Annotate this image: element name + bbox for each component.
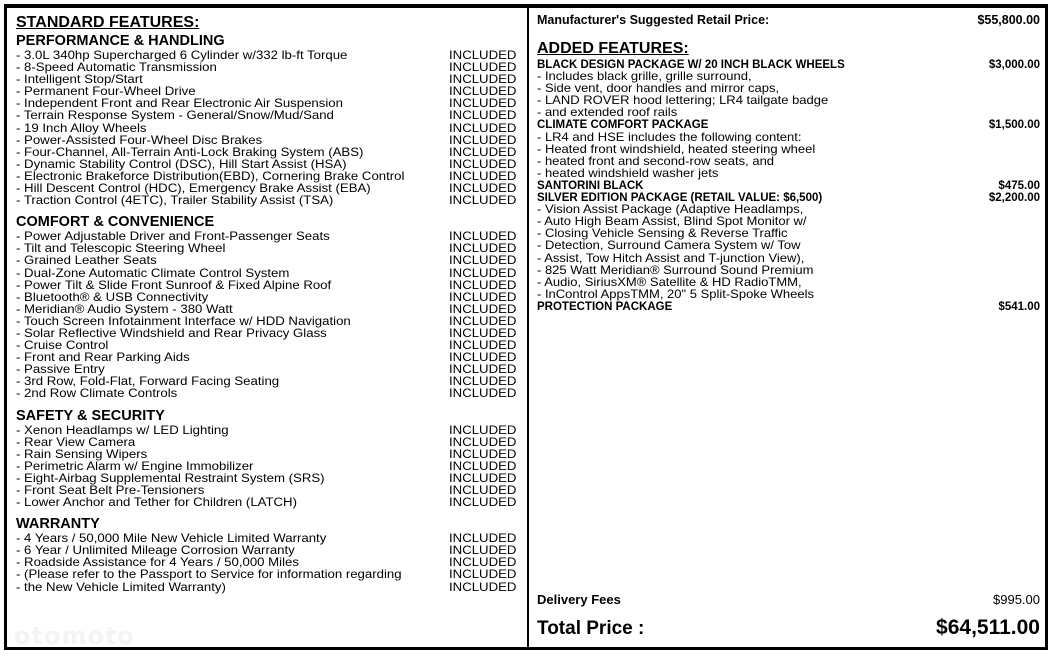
feature-text: - Meridian® Audio System - 380 Watt [16,301,233,316]
package-name: PROTECTION PACKAGE [537,300,673,313]
feature-text: - 19 Inch Alloy Wheels [16,120,147,135]
package-detail-line [537,107,1040,119]
total-price-label: Total Price : [537,618,645,639]
feature-text: - Cruise Control [16,338,109,352]
feature-included: INCLUDED [449,253,517,268]
feature-text: - Front and Rear Parking Aids [16,350,190,364]
feature-text: - Terrain Response System - General/Snow/Mud/Sand [16,108,334,123]
feature-text: - 3.0L 340hp Supercharged 6 Cylinder w/332 lb-ft Torque [16,48,348,62]
feature-text: - Grained Leather Seats [16,253,157,268]
feature-text: - Eight-Airbag Supplemental Restraint System (SRS) [16,471,325,485]
feature-text: - Power Tilt & Slide Front Sunroof & Fixed Alpine Roof [16,277,332,292]
feature-included: INCLUDED [449,338,517,352]
feature-included: INCLUDED [449,374,517,389]
package-name: CLIMATE COMFORT PACKAGE [537,119,709,132]
package-price: $541.00 [998,300,1040,313]
package-list [537,59,1040,313]
package-detail-line [537,286,1040,301]
package-detail-text: - Closing Vehicle Sensing & Reverse Traffic [537,226,788,241]
feature-included: INCLUDED [449,72,517,86]
package-detail-text: - LR4 and HSE includes the following content: [537,129,802,144]
watermark: otomoto [14,622,135,650]
feature-text: - Xenon Headlamps w/ LED Lighting [16,422,229,437]
standard-features-title: STANDARD FEATURES: [16,14,200,31]
feature-text: - Lower Anchor and Tether for Children (LATCH) [16,495,297,509]
feature-included: INCLUDED [449,96,517,111]
package-detail-text: - and extended roof rails [537,105,678,120]
feature-included: INCLUDED [449,229,517,243]
feature-row [16,497,521,509]
feature-included: INCLUDED [449,265,517,280]
feature-included: INCLUDED [449,301,517,316]
package-detail-line [537,168,1040,180]
feature-row [16,388,521,400]
package-price: $3,000.00 [988,59,1040,71]
feature-text: - 6 Year / Unlimited Mileage Corrosion Warranty [16,543,295,557]
feature-included: INCLUDED [449,531,517,545]
feature-included: INCLUDED [449,132,517,147]
package-name: SANTORINI BLACK [537,179,644,192]
section-title: COMFORT & CONVENIENCE [16,214,215,231]
package-detail-text: - Vision Assist Package (Adaptive Headlamps, [537,202,804,216]
feature-included: INCLUDED [449,169,517,183]
feature-text: - Independent Front and Rear Electronic Air Suspension [16,96,343,111]
feature-included: INCLUDED [449,181,517,195]
added-features-title: ADDED FEATURES: [537,40,689,57]
feature-included: INCLUDED [449,277,517,292]
feature-included: INCLUDED [449,567,517,582]
feature-included: INCLUDED [449,193,517,207]
feature-included: INCLUDED [449,314,517,328]
package-detail-text: - Audio, SiriusXM® Satellite & HD RadioTMM, [537,274,802,289]
feature-included: INCLUDED [449,483,517,497]
feature-text: - Rain Sensing Wipers [16,446,148,461]
package-detail-text: - Side vent, door handles and mirror caps, [537,81,780,95]
feature-included: INCLUDED [449,60,517,74]
feature-included: INCLUDED [449,350,517,364]
feature-included: INCLUDED [449,555,517,570]
package-detail-text: - Assist, Tow Hitch Assist and T-junction View), [537,250,805,265]
added-features-column [537,12,1040,313]
feature-text: - Tilt and Telescopic Steering Wheel [16,241,226,256]
feature-included: INCLUDED [449,289,517,304]
feature-row [16,195,521,207]
package-detail-text: - Detection, Surround Camera System w/ Tow [537,238,801,253]
feature-included: INCLUDED [449,495,517,509]
delivery-fees-label: Delivery Fees [537,592,621,607]
package-detail-text: - heated front and second-row seats, and [537,153,775,168]
package-detail-text: - heated windshield washer jets [537,166,719,180]
feature-text: - Hill Descent Control (HDC), Emergency Brake Assist (EBA) [16,181,371,195]
feature-included: INCLUDED [449,157,517,171]
package-detail-text: - Includes black grille, grille surround, [537,69,752,83]
feature-included: INCLUDED [449,422,517,437]
package-detail-text: - LAND ROVER hood lettering; LR4 tailgate badge [537,93,829,107]
feature-text: - Four-Channel, All-Terrain Anti-Lock Braking System (ABS) [16,144,364,159]
feature-text: - Front Seat Belt Pre-Tensioners [16,483,205,497]
feature-text: - Rear View Camera [16,434,136,449]
section-title: WARRANTY [16,516,100,533]
feature-text: - Power Adjustable Driver and Front-Passenger Seats [16,229,330,243]
feature-included: INCLUDED [449,434,517,449]
feature-text: - Traction Control (4ETC), Trailer Stability Assist (TSA) [16,193,334,207]
package-detail-text: - Heated front windshield, heated steering wheel [537,141,816,156]
section-title: PERFORMANCE & HANDLING [16,33,225,49]
standard-sections [16,32,521,594]
feature-text: - Electronic Brakeforce Distribution(EBD), Cornering Brake Control [16,169,405,183]
feature-included: INCLUDED [449,48,517,62]
feature-included: INCLUDED [449,108,517,123]
package-price: $475.00 [998,179,1040,192]
delivery-fees-value: $995.00 [993,592,1040,607]
feature-text: - Roadside Assistance for 4 Years / 50,000 Miles [16,555,299,570]
package-detail-text: - InControl AppsTMM, 20" 5 Split-Spoke Wheels [537,286,815,301]
feature-text: - Intelligent Stop/Start [16,72,143,86]
feature-text: - Solar Reflective Windshield and Rear Privacy Glass [16,326,327,340]
delivery-fees-row [537,592,1040,610]
feature-text: - Dual-Zone Automatic Climate Control System [16,265,290,280]
feature-row [16,579,521,594]
feature-included: INCLUDED [449,446,517,461]
feature-text: - Permanent Four-Wheel Drive [16,84,196,98]
total-price-value: $64,511.00 [936,616,1040,639]
total-price-row [537,616,1040,642]
feature-text: - (Please refer to the Passport to Service for information regarding [16,567,402,582]
standard-features-column [16,13,521,594]
feature-text: - Power-Assisted Four-Wheel Disc Brakes [16,132,263,147]
package-name: SILVER EDITION PACKAGE (RETAIL VALUE: $6,500) [537,192,823,205]
msrp-value: $55,800.00 [977,13,1040,27]
feature-text: - Dynamic Stability Control (DSC), Hill Start Assist (HSA) [16,157,347,171]
feature-included: INCLUDED [449,543,517,557]
feature-text: - Passive Entry [16,362,105,376]
feature-text: - Touch Screen Infotainment Interface w/ HDD Navigation [16,314,351,328]
feature-included: INCLUDED [449,326,517,340]
feature-text: - 3rd Row, Fold-Flat, Forward Facing Seating [16,374,280,389]
package-price: $2,200.00 [988,192,1040,205]
feature-included: INCLUDED [449,144,517,159]
feature-text: - Bluetooth® & USB Connectivity [16,289,209,304]
package-name: BLACK DESIGN PACKAGE W/ 20 INCH BLACK WHEELS [537,59,845,71]
feature-included: INCLUDED [449,120,517,135]
feature-included: INCLUDED [449,362,517,376]
feature-included: INCLUDED [449,241,517,256]
package-row [537,180,1040,192]
section-title: SAFETY & SECURITY [16,407,165,424]
feature-text: - Perimetric Alarm w/ Engine Immobilizer [16,459,254,473]
feature-included: INCLUDED [449,386,517,401]
feature-included: INCLUDED [449,459,517,473]
column-divider [527,8,529,650]
package-row [537,301,1040,313]
feature-text: - 2nd Row Climate Controls [16,386,178,401]
feature-included: INCLUDED [449,579,517,594]
package-price: $1,500.00 [988,119,1040,132]
msrp-row [537,12,1040,32]
msrp-label: Manufacturer's Suggested Retail Price: [537,13,770,27]
package-detail-text: - 825 Watt Meridian® Surround Sound Premium [537,262,814,277]
feature-included: INCLUDED [449,471,517,485]
feature-text: - 8-Speed Automatic Transmission [16,60,217,74]
feature-included: INCLUDED [449,84,517,98]
package-detail-text: - Auto High Beam Assist, Blind Spot Monitor w/ [537,214,807,228]
feature-text: - the New Vehicle Limited Warranty) [16,579,226,594]
feature-text: - 4 Years / 50,000 Mile New Vehicle Limited Warranty [16,531,327,545]
